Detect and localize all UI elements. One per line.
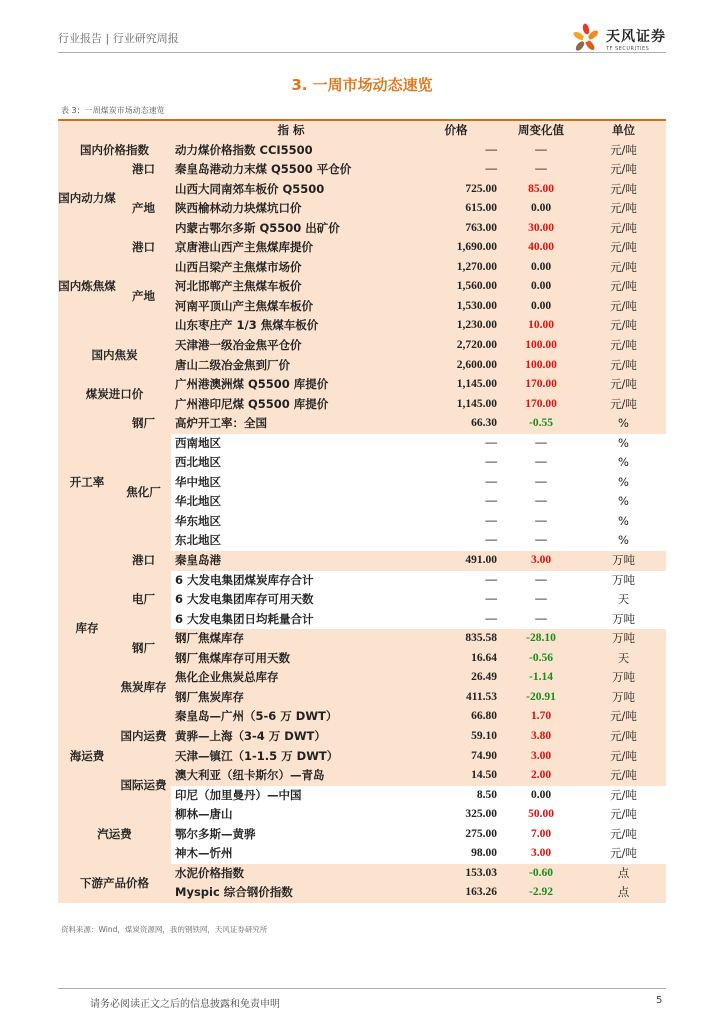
change-cell: — bbox=[535, 475, 547, 488]
price-cell: — bbox=[485, 612, 497, 625]
indicator-cell: 神木—忻州 bbox=[175, 846, 233, 861]
subgroup-label: 焦化厂 bbox=[116, 434, 171, 551]
unit-cell: 元/吨 bbox=[581, 395, 666, 415]
unit-cell: 元/吨 bbox=[581, 219, 666, 239]
price-cell: — bbox=[485, 514, 497, 527]
indicator-cell: 天津—镇江（1-1.5 万 DWT） bbox=[171, 747, 411, 767]
unit-cell: 点 bbox=[581, 883, 666, 903]
group-label: 国内价格指数 bbox=[58, 141, 171, 161]
indicator-cell: 华中地区 bbox=[175, 474, 221, 489]
subgroup-label: 国际运费 bbox=[116, 766, 171, 805]
indicator-cell: 钢厂焦煤库存可用天数 bbox=[171, 649, 411, 669]
price-cell: — bbox=[485, 475, 497, 488]
table-row bbox=[58, 629, 666, 649]
price-cell: 491.00 bbox=[411, 551, 501, 571]
coal-market-table bbox=[58, 119, 666, 903]
table-row bbox=[58, 766, 666, 786]
price-cell: 1,690.00 bbox=[411, 238, 501, 258]
unit-cell: 天 bbox=[617, 592, 630, 607]
indicator-cell: 广州港澳洲煤 Q5500 库提价 bbox=[171, 375, 411, 395]
unit-cell: % bbox=[618, 435, 629, 450]
group-label: 汽运费 bbox=[58, 805, 171, 864]
change-cell: 85.00 bbox=[501, 180, 581, 200]
subgroup-label: 焦炭库存 bbox=[116, 668, 171, 707]
report-category: 行业报告 | 行业研究周报 bbox=[58, 32, 179, 45]
price-cell: 98.00 bbox=[471, 847, 497, 860]
table-row bbox=[58, 434, 666, 454]
change-cell: 40.00 bbox=[501, 238, 581, 258]
unit-cell: 元/吨 bbox=[581, 180, 666, 200]
price-cell: 835.58 bbox=[411, 629, 501, 649]
change-cell: 50.00 bbox=[528, 808, 554, 821]
unit-cell: 万吨 bbox=[581, 551, 666, 571]
change-cell: 100.00 bbox=[501, 356, 581, 376]
table-row bbox=[58, 707, 666, 727]
table-header-row bbox=[58, 120, 666, 141]
indicator-cell: 6 大发电集团库存可用天数 bbox=[175, 592, 314, 607]
group-label: 国内炼焦煤 bbox=[58, 238, 116, 336]
price-cell: 66.30 bbox=[411, 414, 501, 434]
unit-cell: 点 bbox=[581, 864, 666, 884]
price-cell: 153.03 bbox=[411, 864, 501, 884]
indicator-cell: 焦化企业焦炭总库存 bbox=[171, 668, 411, 688]
subgroup-label: 港口 bbox=[116, 238, 171, 258]
change-cell: -2.92 bbox=[501, 883, 581, 903]
price-cell: 2,720.00 bbox=[411, 336, 501, 356]
price-cell: 1,560.00 bbox=[411, 277, 501, 297]
indicator-cell: 黄骅—上海（3-4 万 DWT） bbox=[171, 727, 411, 747]
indicator-cell: 秦皇岛港 bbox=[171, 551, 411, 571]
indicator-cell: 华东地区 bbox=[175, 513, 221, 528]
change-cell: — bbox=[535, 573, 547, 586]
page-number: 5 bbox=[656, 995, 663, 1006]
price-cell: 2,600.00 bbox=[411, 356, 501, 376]
change-cell: 7.00 bbox=[530, 827, 552, 840]
price-cell: — bbox=[411, 160, 501, 180]
indicator-cell: 天津港一级冶金焦平仓价 bbox=[171, 336, 411, 356]
change-cell: 1.70 bbox=[501, 707, 581, 727]
group-label: 国内动力煤 bbox=[58, 160, 116, 238]
subgroup-label: 国内运费 bbox=[116, 707, 171, 766]
indicator-cell: 华北地区 bbox=[175, 494, 221, 509]
section-title: 3. 一周市场动态速览 bbox=[291, 76, 433, 94]
change-cell: — bbox=[535, 593, 547, 606]
data-source: 资料来源：Wind，煤炭资源网，我的钢铁网，天风证券研究所 bbox=[61, 925, 268, 934]
group-label: 下游产品价格 bbox=[58, 864, 171, 903]
indicator-cell: 秦皇岛港动力末煤 Q5500 平仓价 bbox=[171, 160, 411, 180]
col-unit: 单位 bbox=[581, 120, 666, 141]
change-cell: — bbox=[535, 534, 547, 547]
table-row bbox=[58, 336, 666, 356]
change-cell: 0.00 bbox=[501, 258, 581, 278]
indicator-cell: 河南平顶山产主焦煤车板价 bbox=[171, 297, 411, 317]
brand-name-en: TF SECURITIES bbox=[606, 46, 650, 52]
price-cell: 59.10 bbox=[411, 727, 501, 747]
change-cell: 0.00 bbox=[530, 788, 552, 801]
unit-cell: % bbox=[581, 414, 666, 434]
unit-cell: % bbox=[618, 513, 629, 528]
change-cell: — bbox=[535, 612, 547, 625]
group-label: 国内焦炭 bbox=[58, 336, 171, 375]
unit-cell: % bbox=[618, 533, 629, 548]
indicator-cell: 山西吕梁产主焦煤市场价 bbox=[171, 258, 411, 278]
change-cell: — bbox=[535, 514, 547, 527]
price-cell: 26.49 bbox=[411, 668, 501, 688]
unit-cell: 元/吨 bbox=[581, 356, 666, 376]
table-row bbox=[58, 414, 666, 434]
indicator-cell: 河北邯郸产主焦煤车板价 bbox=[171, 277, 411, 297]
subgroup-label: 产地 bbox=[116, 258, 171, 336]
unit-cell: 元/吨 bbox=[581, 727, 666, 747]
indicator-cell: 动力煤价格指数 CCI5500 bbox=[171, 141, 411, 161]
price-cell: 1,145.00 bbox=[411, 395, 501, 415]
indicator-cell: 山西大同南郊车板价 Q5500 bbox=[171, 180, 411, 200]
price-cell: 411.53 bbox=[411, 688, 501, 708]
unit-cell: 元/吨 bbox=[581, 766, 666, 786]
change-cell: 3.00 bbox=[501, 551, 581, 571]
change-cell: 10.00 bbox=[501, 316, 581, 336]
change-cell: 0.00 bbox=[501, 199, 581, 219]
indicator-cell: 6 大发电集团日均耗量合计 bbox=[175, 611, 314, 626]
indicator-cell: 印尼（加里曼丹）—中国 bbox=[175, 787, 302, 802]
group-label: 开工率 bbox=[58, 414, 116, 551]
table-row bbox=[58, 180, 666, 200]
indicator-cell: Myspic 综合钢价指数 bbox=[171, 883, 411, 903]
change-cell: -20.91 bbox=[501, 688, 581, 708]
unit-cell: 元/吨 bbox=[581, 297, 666, 317]
unit-cell: % bbox=[618, 494, 629, 509]
price-cell: — bbox=[485, 573, 497, 586]
table-row bbox=[58, 141, 666, 161]
price-cell: 763.00 bbox=[411, 219, 501, 239]
unit-cell: 元/吨 bbox=[581, 141, 666, 161]
logo-flower-icon bbox=[572, 23, 599, 52]
brand-name: 天风证券 bbox=[606, 29, 666, 45]
unit-cell: 元/吨 bbox=[581, 375, 666, 395]
unit-cell: 万吨 bbox=[581, 668, 666, 688]
table-row bbox=[58, 668, 666, 688]
col-price: 价格 bbox=[411, 120, 501, 141]
unit-cell: 元/吨 bbox=[581, 747, 666, 767]
table-row bbox=[58, 258, 666, 278]
price-cell: 1,230.00 bbox=[411, 316, 501, 336]
change-cell: — bbox=[501, 160, 581, 180]
change-cell: 3.00 bbox=[530, 847, 552, 860]
unit-cell: % bbox=[618, 474, 629, 489]
footer-divider bbox=[58, 988, 666, 989]
table-row bbox=[58, 805, 666, 825]
unit-cell: 元/吨 bbox=[581, 160, 666, 180]
change-cell: 0.00 bbox=[501, 297, 581, 317]
change-cell: 2.00 bbox=[501, 766, 581, 786]
unit-cell: 元/吨 bbox=[581, 316, 666, 336]
change-cell: 3.00 bbox=[501, 747, 581, 767]
change-cell: 100.00 bbox=[501, 336, 581, 356]
price-cell: — bbox=[485, 593, 497, 606]
indicator-cell: 6 大发电集团煤炭库存合计 bbox=[175, 572, 314, 587]
table-row bbox=[58, 864, 666, 884]
subgroup-label: 电厂 bbox=[116, 571, 171, 630]
col-change: 周变化值 bbox=[501, 120, 581, 141]
group-label: 库存 bbox=[58, 551, 116, 707]
change-cell: 30.00 bbox=[501, 219, 581, 239]
indicator-cell: 钢厂焦炭库存 bbox=[171, 688, 411, 708]
unit-cell: 元/吨 bbox=[581, 199, 666, 219]
change-cell: -0.56 bbox=[501, 649, 581, 669]
price-cell: 163.26 bbox=[411, 883, 501, 903]
indicator-cell: 东北地区 bbox=[175, 533, 221, 548]
unit-cell: % bbox=[618, 455, 629, 470]
price-cell: 275.00 bbox=[465, 827, 497, 840]
unit-cell: 万吨 bbox=[612, 572, 635, 587]
price-cell: 74.90 bbox=[411, 747, 501, 767]
change-cell: 170.00 bbox=[501, 375, 581, 395]
unit-cell: 元/吨 bbox=[581, 238, 666, 258]
col-indicator: 指 标 bbox=[171, 120, 411, 141]
indicator-cell: 澳大利亚（纽卡斯尔）—青岛 bbox=[171, 766, 411, 786]
subgroup-label: 港口 bbox=[116, 551, 171, 571]
unit-cell: 万吨 bbox=[581, 688, 666, 708]
price-cell: 8.50 bbox=[476, 788, 497, 801]
disclaimer-text: 请务必阅读正文之后的信息披露和免责申明 bbox=[90, 999, 280, 1010]
unit-cell: 元/吨 bbox=[610, 787, 637, 802]
subgroup-label: 产地 bbox=[116, 180, 171, 239]
indicator-cell: 山东枣庄产 1/3 焦煤车板价 bbox=[171, 316, 411, 336]
price-cell: 16.64 bbox=[411, 649, 501, 669]
unit-cell: 万吨 bbox=[581, 629, 666, 649]
change-cell: — bbox=[501, 141, 581, 161]
unit-cell: 元/吨 bbox=[581, 707, 666, 727]
change-cell: — bbox=[535, 456, 547, 469]
unit-cell: 天 bbox=[581, 649, 666, 669]
indicator-cell: 秦皇岛—广州（5-6 万 DWT） bbox=[171, 707, 411, 727]
change-cell: -0.60 bbox=[501, 864, 581, 884]
group-label: 煤炭进口价 bbox=[58, 375, 171, 414]
subgroup-label: 钢厂 bbox=[116, 414, 171, 434]
unit-cell: 元/吨 bbox=[610, 826, 637, 841]
change-cell: — bbox=[535, 495, 547, 508]
table-caption: 表 3：一周煤炭市场动态速览 bbox=[61, 106, 165, 115]
indicator-cell: 柳林—唐山 bbox=[175, 807, 233, 822]
price-cell: — bbox=[485, 436, 497, 449]
table-row bbox=[58, 551, 666, 571]
price-cell: — bbox=[411, 141, 501, 161]
unit-cell: 万吨 bbox=[612, 611, 635, 626]
indicator-cell: 西南地区 bbox=[175, 435, 221, 450]
change-cell: -28.10 bbox=[501, 629, 581, 649]
unit-cell: 元/吨 bbox=[581, 336, 666, 356]
price-cell: 1,270.00 bbox=[411, 258, 501, 278]
unit-cell: 元/吨 bbox=[610, 807, 637, 822]
table-row bbox=[58, 375, 666, 395]
price-cell: 14.50 bbox=[411, 766, 501, 786]
change-cell: -1.14 bbox=[501, 668, 581, 688]
change-cell: -0.55 bbox=[501, 414, 581, 434]
price-cell: 725.00 bbox=[411, 180, 501, 200]
unit-cell: 元/吨 bbox=[581, 258, 666, 278]
price-cell: — bbox=[485, 456, 497, 469]
table-row bbox=[58, 571, 666, 591]
unit-cell: 元/吨 bbox=[581, 277, 666, 297]
indicator-cell: 陕西榆林动力块煤坑口价 bbox=[171, 199, 411, 219]
indicator-cell: 京唐港山西产主焦煤库提价 bbox=[171, 238, 411, 258]
indicator-cell: 广州港印尼煤 Q5500 库提价 bbox=[171, 395, 411, 415]
indicator-cell: 高炉开工率：全国 bbox=[171, 414, 411, 434]
price-cell: 615.00 bbox=[411, 199, 501, 219]
change-cell: 0.00 bbox=[501, 277, 581, 297]
change-cell: — bbox=[535, 436, 547, 449]
indicator-cell: 唐山二级冶金焦到厂价 bbox=[171, 356, 411, 376]
group-label: 海运费 bbox=[58, 707, 116, 805]
indicator-cell: 西北地区 bbox=[175, 455, 221, 470]
indicator-cell: 钢厂焦煤库存 bbox=[171, 629, 411, 649]
table-row bbox=[58, 238, 666, 258]
price-cell: 325.00 bbox=[465, 808, 497, 821]
subgroup-label: 钢厂 bbox=[116, 629, 171, 668]
price-cell: 66.80 bbox=[411, 707, 501, 727]
indicator-cell: 鄂尔多斯—黄骅 bbox=[175, 826, 256, 841]
price-cell: 1,530.00 bbox=[411, 297, 501, 317]
indicator-cell: 内蒙古鄂尔多斯 Q5500 出矿价 bbox=[171, 219, 411, 239]
change-cell: 3.80 bbox=[501, 727, 581, 747]
price-cell: — bbox=[485, 534, 497, 547]
indicator-cell: 水泥价格指数 bbox=[171, 864, 411, 884]
price-cell: 1,145.00 bbox=[411, 375, 501, 395]
unit-cell: 元/吨 bbox=[610, 846, 637, 861]
change-cell: 170.00 bbox=[501, 395, 581, 415]
price-cell: — bbox=[485, 495, 497, 508]
table-row bbox=[58, 160, 666, 180]
subgroup-label: 港口 bbox=[116, 160, 171, 180]
